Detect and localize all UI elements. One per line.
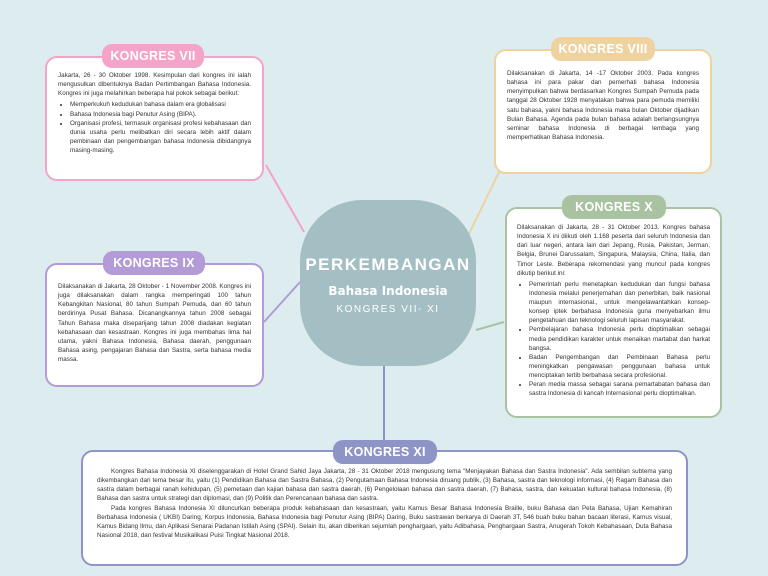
central-topic[interactable] — [300, 200, 476, 366]
kongres-vii-list — [58, 100, 251, 155]
kongres-vii-text: Jakarta, 26 - 30 Oktober 1998. Kesimpulan dari kongres ini ialah mengusulkan dibentuknya Badan Pertimbangan Bahasa Indonesia. Kongres ini juga melahirkan beberapa hal pokok sebagai berikut: — [58, 72, 251, 98]
central-title: PERKEMBANGAN — [305, 255, 471, 274]
kongres-viii-box[interactable] — [494, 49, 712, 174]
list-item: • Pemerintah perlu menetapkan kedudukan dan fungsi bahasa Indonesia melalui penerjemahan dan penerbitan, baik nasional maupun internasional., untuk mengelawantahkan konsep- konsep iptek berbahasa Indonesia guna menyebarkan ilmu pengetahuan dan teknologi seluruh lapisan masyarakat. — [529, 280, 710, 326]
connector-k9 — [264, 282, 300, 322]
kongres-ix-text: Dilaksanakan di Jakarta, 28 Oktober - 1 November 2008. Kongres ini juga dilaksanakan dalam rangka memperingati 100 tahun Kebangkitan Nasional, 80 tahun Sumpah Pemuda, dan 60 tahun berdirinya Pusat Bahasa. Dicanangkannya tahun 2008 sebagai Tahun Bahasa maka diseparijang tahun 2008 diadakan kegiatan kebahasaan dan kesastraan. Kongres ini juga membahas lima hal utama, yakni Bahasa Indonesia, Bahasa daerah, penggunaan Bahasa asing, pengajaran Bahasa dan Sastra, serta bahasa media massa. — [58, 283, 251, 363]
kongres-xi-title[interactable]: KONGRES XI — [333, 440, 437, 464]
list-item: • Bahasa Indonesia bagi Penutur Asing (BIPA). — [70, 110, 251, 119]
kongres-ix-box[interactable] — [45, 263, 264, 387]
connector-k7 — [266, 165, 304, 232]
kongres-vii-box[interactable] — [45, 56, 264, 181]
kongres-xi-box[interactable] — [81, 450, 688, 566]
central-subtitle: Bahasa Indonesia — [328, 284, 448, 298]
kongres-viii-title[interactable]: KONGRES VIII — [551, 37, 655, 61]
list-item: • Memperkukuh kedudukan bahasa dalam era globalisasi — [70, 100, 251, 109]
list-item: • Organisasi profesi, termasuk organisasi profesi kebahasaan dan dunia usaha perlu melibatkan diri secara lebih aktif dalam pembinaan dan pengembangan bahasa Indonesia dibidangnya masing-masing. — [70, 119, 251, 156]
kongres-x-title[interactable]: KONGRES X — [562, 195, 666, 219]
list-item: • Peran media massa sebagai sarana pemartabatan bahasa dan sastra Indonesia di kancah Internasional perlu dioptimalkan. — [529, 380, 710, 398]
kongres-vii-title[interactable]: KONGRES VII — [102, 44, 204, 68]
list-item: • Badan Pengembangan dan Pembinaan Bahasa perlu meningkatkan pengawasan penggunaan bahasa untuk menciptakan tertib berbahasa secara profesional. — [529, 353, 710, 380]
central-range: KONGRES VII- XI — [336, 304, 440, 315]
connector-k8 — [465, 170, 500, 242]
kongres-x-text: Dilaksanakan di Jakarta, 28 - 31 Oktober 2013. Kongres bahasa Indonesia X ini diikuti oleh 1.168 peserta dari seluruh Indonesia dan dari luar negeri, antara lain dari Jepang, Rusia, Pakistan, Jerman, Belgia, Brunei Darussalam, Singapura, Malaysia, China, Italia, dan Timor Leste. Beberapa rekomendasi yang muncul pada kongres dikutip berikut ini: — [517, 224, 710, 277]
connector-k10 — [476, 322, 504, 330]
kongres-viii-text: Dilaksanakan di Jakarta, 14 -17 Oktober 2003. Pada kongres bahasa ini para pakar dan pemerhati bahasa Indonesia menyimpulkan bahwa berdasarkan Kongres Sumpah Pemuda pada tanggal 28 Oktober 1928 menyatakan bahwa para pemuda memiliki satu bahasa, yakni bahasa Indonesia maka bulan Oktober dijadikan Bulan Bahasa. Agenda pada bulan bahasa adalah berlangsungnya seminar bahasa Indonesia di berbagai lembaga yang memperhatikan Bahasa Indonesia. — [507, 70, 699, 141]
kongres-ix-title[interactable]: KONGRES IX — [103, 251, 205, 275]
kongres-xi-paragraph-1: Kongres Bahasa Indonesia XI diselenggarakan di Hotel Grand Sahid Jaya Jakarta, 28 - 31 Oktober 2018 mengusung tema "Menjayakan Bahasa dan Sastra Indonesia". Ada sembilan subtema yang dikembangkan dari tema besar itu, yaitu (1) Pendidikan Bahasa dan Sastra Bahasa, (2) Pengutamaan Bahasa Indonesia diruang publik, (3) Bahasa, sastra dan teknologi informasi, (4) Ragam Bahasa dan sastra dalam berbagai ranah kehidupan, (5) pemetaan dan kajian bahasa dan sastra daerah, (6) Pengelolaan bahasa dan sastra daerah, (7) Bahasa, sastra, dan kekuatan kultural bahasa Indonesia, (8) Bahasa dan sastra untuk strategi dan diplomasi, dan (9) Politik dan Perencanaan bahasa dan sastra. — [97, 468, 672, 503]
kongres-x-box[interactable] — [505, 207, 722, 418]
kongres-xi-paragraph-2: Pada kongres Bahasa Indonesia XI diluncurkan beberapa produk kebahasaan dan kesastraan, yaitu Kamus Besar Bahasa Indonesia Braille, buku Bahasa dan Peta Bahasa, Ujian Kemahiran Berbahasa Indonesia ( UKBI) Daring, Korpus Indonesia, Bahasa Indonesia bagi Penutur Asing (BIPA) Daring, Buku sastrawan berkarya di Daerah 3T, 546 buah buku bahan bacaan literasi, Kamus visual, Kamus Bidang Ilmu, dan Aplikasi Senarai Padanan Istilah Asing (SPAI). Selain itu, akan diberikan sejumlah penghargaan, yaitu Adibahasa, Penghargaan Sastra, Anugerah Tokoh Kebahasaan, Duta Bahasa Nasional 2018, dan festival Musikalikasi Puisi Tingkat Nasional 2018. — [97, 504, 672, 539]
kongres-x-list — [517, 280, 710, 399]
list-item: • Pembelajaran bahasa Indonesia perlu dioptimalkan sebagai media pendidikan karakter untuk menaikan martabat dan harkat bangsa. — [529, 325, 710, 352]
